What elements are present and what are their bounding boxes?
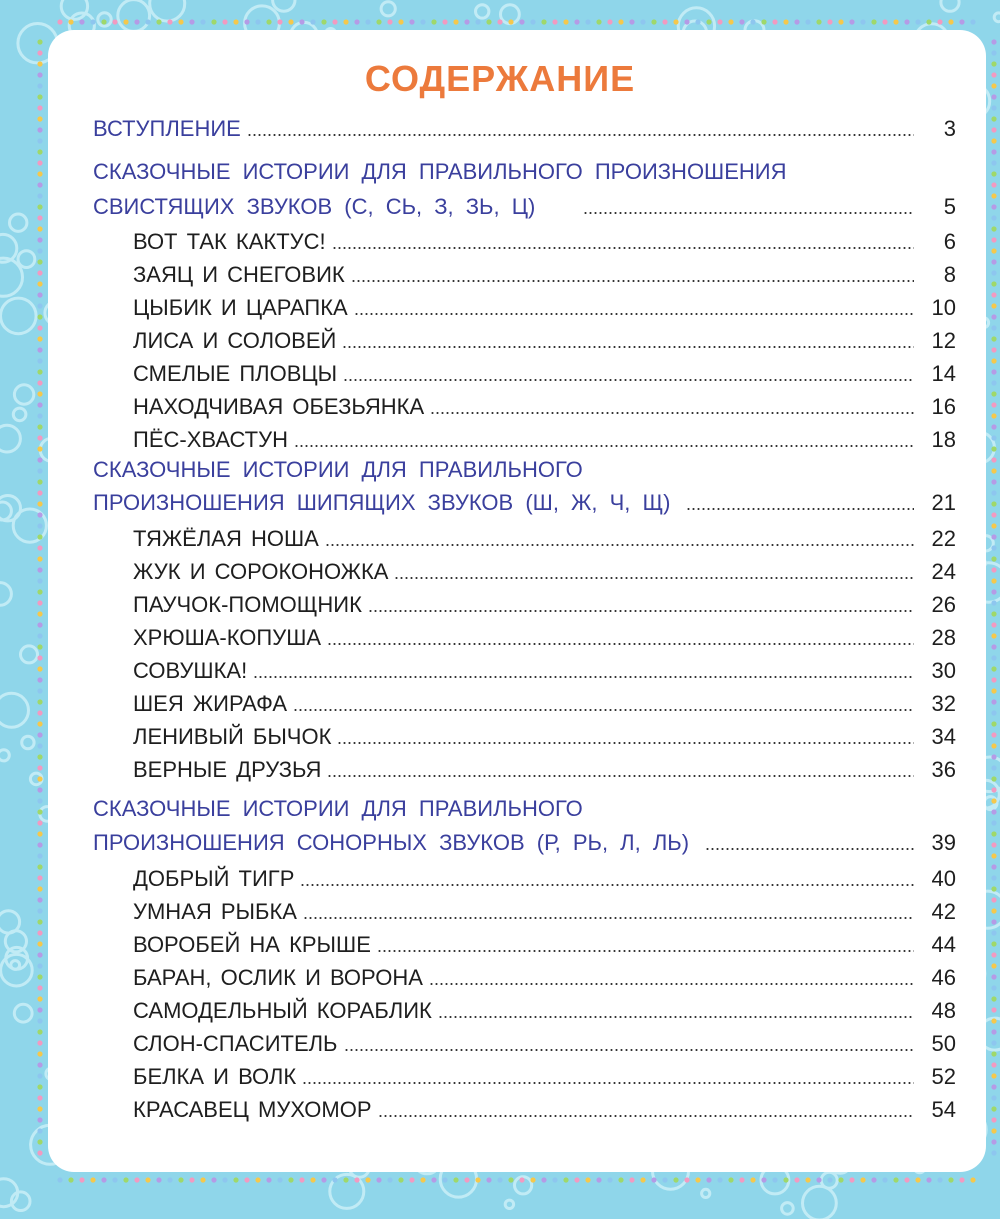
- story-page: 36: [931, 757, 956, 782]
- toc-story-entry[interactable]: [0, 928, 1000, 958]
- dot-leader: [342, 346, 914, 348]
- story-title: ЗАЯЦ И СНЕГОВИК: [133, 262, 345, 287]
- story-title: ТЯЖЁЛАЯ НОША: [133, 526, 319, 551]
- section-3-heading[interactable]: [0, 792, 1000, 822]
- toc-story-entry[interactable]: [0, 862, 1000, 892]
- toc-story-entry[interactable]: [0, 588, 1000, 618]
- story-page: 22: [931, 526, 956, 551]
- dot-leader: [325, 544, 914, 546]
- toc-story-entry[interactable]: [0, 961, 1000, 991]
- story-title: ДОБРЫЙ ТИГР: [133, 866, 295, 891]
- dot-leader: [378, 1115, 915, 1117]
- section-3-page: 39: [931, 830, 956, 855]
- page-title: СОДЕРЖАНИЕ: [364, 58, 636, 99]
- dot-leader: [303, 917, 914, 919]
- toc-story-entry[interactable]: [0, 357, 1000, 387]
- story-page: 52: [931, 1064, 956, 1089]
- story-title: САМОДЕЛЬНЫЙ КОРАБЛИК: [133, 998, 432, 1023]
- story-title: СЛОН-СПАСИТЕЛЬ: [133, 1031, 338, 1056]
- story-title: СОВУШКА!: [133, 658, 248, 683]
- story-page: 42: [931, 899, 956, 924]
- story-title: ВОТ ТАК КАКТУС!: [133, 229, 326, 254]
- section-2-entry[interactable]: [0, 486, 1000, 516]
- dot-leader: [337, 742, 914, 744]
- story-page: 28: [931, 625, 956, 650]
- dot-leader: [300, 884, 914, 886]
- story-title: ЦЫБИК И ЦАРАПКА: [133, 295, 348, 320]
- dot-leader: [351, 280, 914, 282]
- section-2-line2: ПРОИЗНОШЕНИЯ ШИПЯЩИХ ЗВУКОВ (Ш, Ж, Ч, Щ): [93, 490, 671, 515]
- story-page: 12: [931, 328, 956, 353]
- toc-story-entry[interactable]: [0, 687, 1000, 717]
- dot-leader: [253, 676, 914, 678]
- dot-leader: [294, 445, 914, 447]
- toc-intro-title: ВСТУПЛЕНИЕ: [93, 116, 241, 141]
- story-title: БЕЛКА И ВОЛК: [133, 1064, 297, 1089]
- story-page: 18: [931, 427, 956, 452]
- story-page: 40: [931, 866, 956, 891]
- dot-leader: [343, 379, 914, 381]
- dot-leader: [583, 212, 914, 214]
- story-page: 24: [931, 559, 956, 584]
- dot-leader: [302, 1082, 914, 1084]
- toc-story-entry[interactable]: [0, 423, 1000, 453]
- toc-intro-page: 3: [943, 116, 956, 141]
- story-title: ПАУЧОК-ПОМОЩНИК: [133, 592, 362, 617]
- section-1-line2: СВИСТЯЩИХ ЗВУКОВ (С, СЬ, З, ЗЬ, Ц): [93, 194, 536, 219]
- story-page: 16: [931, 394, 956, 419]
- dot-leader: [394, 577, 914, 579]
- story-title: ЛЕНИВЫЙ БЫЧОК: [133, 724, 332, 749]
- toc-story-entry[interactable]: [0, 621, 1000, 651]
- story-page: 10: [931, 295, 956, 320]
- toc-story-entry[interactable]: [0, 555, 1000, 585]
- story-title: ВЕРНЫЕ ДРУЗЬЯ: [133, 757, 322, 782]
- toc-intro[interactable]: [0, 112, 1000, 142]
- section-1-line1: СКАЗОЧНЫЕ ИСТОРИИ ДЛЯ ПРАВИЛЬНОГО ПРОИЗНОШЕНИЯ: [93, 159, 787, 184]
- toc-story-entry[interactable]: [0, 1027, 1000, 1057]
- dot-leader: [332, 247, 914, 249]
- story-title: СМЕЛЫЕ ПЛОВЦЫ: [133, 361, 338, 386]
- dot-leader: [368, 610, 914, 612]
- toc-story-entry[interactable]: [0, 1060, 1000, 1090]
- story-page: 48: [931, 998, 956, 1023]
- toc-story-entry[interactable]: [0, 522, 1000, 552]
- story-page: 34: [931, 724, 956, 749]
- story-title: НАХОДЧИВАЯ ОБЕЗЬЯНКА: [133, 394, 425, 419]
- section-3-line2: ПРОИЗНОШЕНИЯ СОНОРНЫХ ЗВУКОВ (Р, РЬ, Л, ЛЬ): [93, 830, 690, 855]
- dot-leader: [247, 134, 914, 136]
- story-page: 32: [931, 691, 956, 716]
- section-2-heading[interactable]: [0, 453, 1000, 483]
- toc-story-entry[interactable]: [0, 654, 1000, 684]
- toc-story-entry[interactable]: [0, 720, 1000, 750]
- dot-leader: [327, 643, 914, 645]
- toc-story-entry[interactable]: [0, 324, 1000, 354]
- section-3-entry[interactable]: [0, 826, 1000, 856]
- story-page: 6: [943, 229, 956, 254]
- story-page: 30: [931, 658, 956, 683]
- toc-story-entry[interactable]: [0, 225, 1000, 255]
- story-page: 46: [931, 965, 956, 990]
- dot-leader: [344, 1049, 915, 1051]
- dot-leader: [705, 848, 914, 850]
- toc-story-entry[interactable]: [0, 994, 1000, 1024]
- toc-story-entry[interactable]: [0, 753, 1000, 783]
- section-1-page: 5: [943, 194, 956, 219]
- story-page: 8: [943, 262, 956, 287]
- story-title: ПЁС-ХВАСТУН: [133, 427, 288, 452]
- dot-leader: [438, 1016, 914, 1018]
- toc-story-entry[interactable]: [0, 258, 1000, 288]
- section-1-heading[interactable]: [0, 155, 1000, 185]
- story-title: КРАСАВЕЦ МУХОМОР: [133, 1097, 372, 1122]
- story-title: ВОРОБЕЙ НА КРЫШЕ: [133, 932, 371, 957]
- story-page: 50: [931, 1031, 956, 1056]
- section-1-entry[interactable]: [0, 190, 1000, 220]
- toc-story-entry[interactable]: [0, 291, 1000, 321]
- dot-leader: [293, 709, 914, 711]
- toc-story-entry[interactable]: [0, 895, 1000, 925]
- story-page: 44: [931, 932, 956, 957]
- story-title: ШЕЯ ЖИРАФА: [133, 691, 288, 716]
- section-2-page: 21: [931, 490, 956, 515]
- story-page: 26: [931, 592, 956, 617]
- story-title: УМНАЯ РЫБКА: [133, 899, 297, 924]
- toc-story-entry[interactable]: [0, 390, 1000, 420]
- dot-leader: [429, 983, 914, 985]
- story-title: БАРАН, ОСЛИК И ВОРОНА: [133, 965, 423, 990]
- dot-leader: [430, 412, 914, 414]
- story-title: ЖУК И СОРОКОНОЖКА: [133, 559, 389, 584]
- story-page: 14: [931, 361, 956, 386]
- dot-leader: [377, 950, 914, 952]
- section-2-line1: СКАЗОЧНЫЕ ИСТОРИИ ДЛЯ ПРАВИЛЬНОГО: [93, 457, 583, 482]
- story-title: ХРЮША-КОПУША: [133, 625, 322, 650]
- toc-story-entry[interactable]: [0, 1093, 1000, 1123]
- dot-leader: [354, 313, 914, 315]
- story-title: ЛИСА И СОЛОВЕЙ: [133, 328, 337, 353]
- dot-leader: [686, 508, 914, 510]
- section-3-line1: СКАЗОЧНЫЕ ИСТОРИИ ДЛЯ ПРАВИЛЬНОГО: [93, 796, 583, 821]
- dot-leader: [327, 775, 914, 777]
- story-page: 54: [931, 1097, 956, 1122]
